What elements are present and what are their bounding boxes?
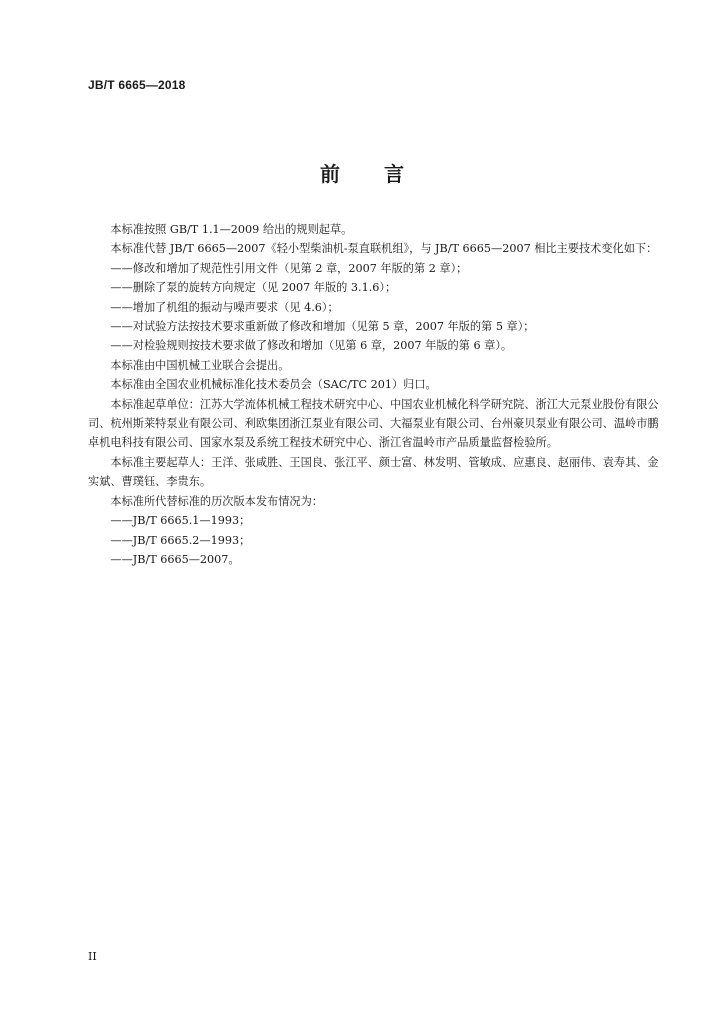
standard-code-header: JB/T 6665—2018 bbox=[88, 78, 186, 92]
change-item: ——对试验方法按技术要求重新做了修改和增加（见第 5 章，2007 年版的第 5 章）； bbox=[110, 320, 535, 334]
paragraph-drafting-units: 本标准起草单位：江苏大学流体机械工程技术研究中心、中国农业机械化科学研究院、浙江大元泵业股份有限公司、杭州斯莱特泵业有限公司、利欧集团浙江泵业有限公司、大福泵业有限公司、台州豪贝泵业有限公司、温岭市鹏卓机电科技有限公司、国家水泵及系统工程技术研究中心、浙江省温岭市产品质量监督检验所。 bbox=[88, 397, 659, 450]
paragraph-drafters: 本标准主要起草人：王洋、张咸胜、王国良、张江平、颜士富、林发明、管敏成、应惠良、赵丽伟、袁寿其、金实斌、曹璞钰、李贵东。 bbox=[88, 455, 659, 489]
paragraph-replacement: 本标准代替 JB/T 6665—2007《轻小型柴油机-泵直联机组》，与 JB/T 6665—2007 相比主要技术变化如下： bbox=[110, 242, 658, 256]
history-item: ——JB/T 6665.2—1993； bbox=[110, 533, 251, 547]
title-char-1: 前 bbox=[320, 162, 340, 186]
change-item: ——删除了泵的旋转方向规定（见 2007 年版的 3.1.6）； bbox=[110, 281, 397, 295]
page-number: II bbox=[88, 950, 97, 963]
change-item: ——增加了机组的振动与噪声要求（见 4.6）； bbox=[110, 300, 339, 314]
history-item: ——JB/T 6665.1—1993； bbox=[110, 514, 251, 528]
paragraph-history-intro: 本标准所代替标准的历次版本发布情况为： bbox=[110, 494, 323, 508]
change-item: ——修改和增加了规范性引用文件（见第 2 章，2007 年版的第 2 章）； bbox=[110, 261, 468, 275]
history-item: ——JB/T 6665—2007。 bbox=[110, 552, 240, 566]
page-title bbox=[0, 158, 724, 187]
paragraph-drafting-rules: 本标准按照 GB/T 1.1—2009 给出的规则起草。 bbox=[110, 223, 353, 236]
paragraph-proposed-by: 本标准由中国机械工业联合会提出。 bbox=[110, 358, 290, 372]
title-char-2: 言 bbox=[384, 162, 404, 186]
foreword-body bbox=[88, 220, 663, 569]
paragraph-centralized-by: 本标准由全国农业机械标准化技术委员会（SAC/TC 201）归口。 bbox=[110, 378, 437, 392]
change-item: ——对检验规则按技术要求做了修改和增加（见第 6 章，2007 年版的第 6 章）。 bbox=[110, 339, 513, 353]
